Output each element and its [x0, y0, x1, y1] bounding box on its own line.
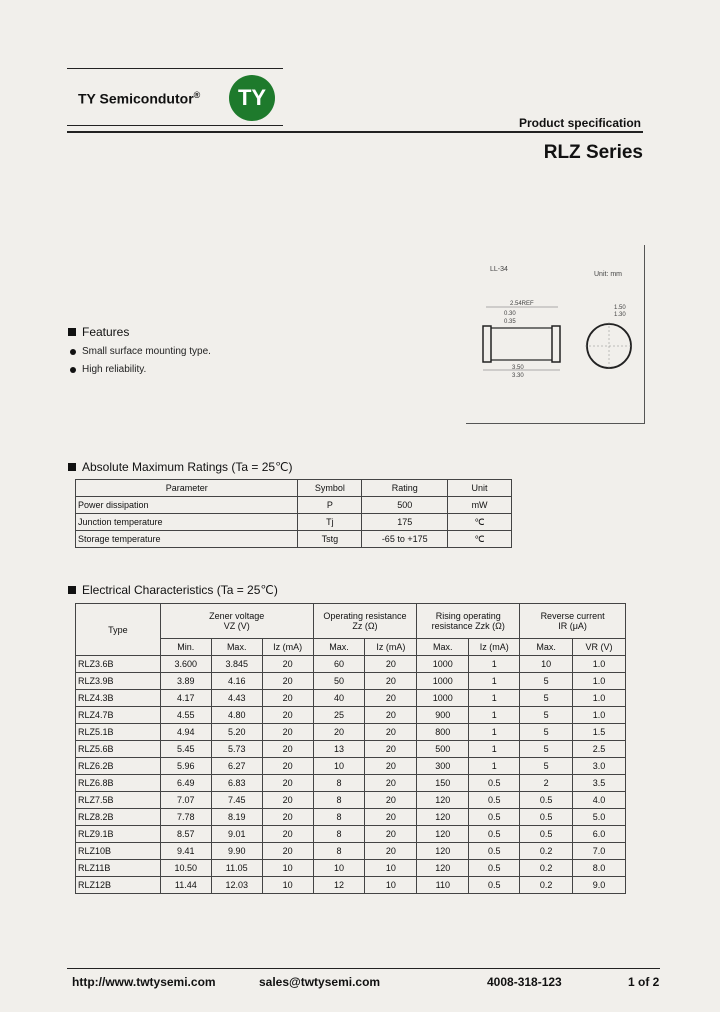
table-cell: 50	[313, 673, 365, 690]
table-cell: 20	[365, 775, 417, 792]
table-cell: 1000	[417, 690, 469, 707]
table-cell: Tstg	[298, 531, 362, 548]
company-logo: TY	[229, 75, 275, 121]
table-cell: 20	[365, 724, 417, 741]
table-cell: Storage temperature	[76, 531, 298, 548]
table-cell: 12	[313, 877, 365, 894]
table-cell: 5.20	[211, 724, 262, 741]
table-cell: 0.5	[520, 792, 573, 809]
package-name: LL-34	[490, 266, 508, 273]
table-header-row	[76, 604, 626, 639]
table-cell: Tj	[298, 514, 362, 531]
footer-email[interactable]: sales@twtysemi.com	[259, 975, 381, 989]
table-cell: 0.2	[520, 843, 573, 860]
table-row	[76, 741, 626, 758]
table-row	[76, 707, 626, 724]
feature-item: High reliability.	[70, 364, 146, 375]
table-cell: 0.2	[520, 877, 573, 894]
table-subheader: Iz (mA)	[262, 639, 313, 656]
table-cell: 10	[313, 860, 365, 877]
table-cell: 120	[417, 860, 469, 877]
table-cell: 4.17	[160, 690, 211, 707]
table-cell: 500	[417, 741, 469, 758]
table-cell: 20	[365, 826, 417, 843]
table-header: Rating	[362, 480, 448, 497]
table-cell: 20	[262, 741, 313, 758]
table-cell: mW	[448, 497, 512, 514]
table-cell: 3.845	[211, 656, 262, 673]
table-cell: 8	[313, 843, 365, 860]
table-cell: 9.01	[211, 826, 262, 843]
table-cell: 9.90	[211, 843, 262, 860]
table-cell: 0.5	[469, 775, 520, 792]
features-heading: Features	[68, 325, 129, 339]
header-rule-top	[67, 68, 283, 69]
dim-b1: 0.30	[504, 311, 516, 317]
table-cell: P	[298, 497, 362, 514]
table-cell: 20	[365, 809, 417, 826]
table-cell: 4.0	[573, 792, 626, 809]
abs-max-table	[75, 479, 512, 548]
feature-item: Small surface mounting type.	[70, 346, 211, 357]
type-cell: RLZ9.1B	[76, 826, 161, 843]
table-cell: 5.0	[573, 809, 626, 826]
diode-cap-left	[483, 326, 491, 362]
table-cell: 20	[365, 656, 417, 673]
company-name: TY Semicondutor®	[78, 90, 201, 107]
type-cell: RLZ6.8B	[76, 775, 161, 792]
table-cell: 0.5	[469, 860, 520, 877]
type-cell: RLZ3.9B	[76, 673, 161, 690]
table-cell: 60	[313, 656, 365, 673]
table-cell: 25	[313, 707, 365, 724]
table-subheader: Iz (mA)	[365, 639, 417, 656]
table-cell: 2.5	[573, 741, 626, 758]
table-row	[76, 843, 626, 860]
footer-url[interactable]: http://www.twtysemi.com	[72, 975, 216, 989]
bullet-dot-icon	[70, 349, 76, 355]
table-subheader: Min.	[160, 639, 211, 656]
table-cell: 20	[262, 775, 313, 792]
table-cell: 12.03	[211, 877, 262, 894]
table-cell: 150	[417, 775, 469, 792]
table-cell: 20	[262, 707, 313, 724]
type-cell: RLZ10B	[76, 843, 161, 860]
table-cell: 1	[469, 656, 520, 673]
table-cell: 300	[417, 758, 469, 775]
table-cell: 11.05	[211, 860, 262, 877]
table-cell: 20	[365, 690, 417, 707]
table-cell: 20	[262, 826, 313, 843]
section-bullet-icon	[68, 328, 76, 336]
table-row	[76, 673, 626, 690]
table-cell: 0.5	[469, 877, 520, 894]
table-cell: 10	[262, 860, 313, 877]
type-cell: RLZ11B	[76, 860, 161, 877]
table-cell: Power dissipation	[76, 497, 298, 514]
table-cell: 5.96	[160, 758, 211, 775]
table-cell: 0.5	[469, 826, 520, 843]
table-cell: 8	[313, 826, 365, 843]
type-cell: RLZ3.6B	[76, 656, 161, 673]
table-cell: 500	[362, 497, 448, 514]
table-cell: 5	[520, 758, 573, 775]
table-cell: 3.600	[160, 656, 211, 673]
table-cell: 3.5	[573, 775, 626, 792]
table-cell: 20	[262, 809, 313, 826]
table-cell: 10	[262, 877, 313, 894]
type-cell: RLZ12B	[76, 877, 161, 894]
table-cell: 0.5	[520, 826, 573, 843]
table-cell: 6.0	[573, 826, 626, 843]
abs-max-heading: Absolute Maximum Ratings (Ta = 25℃)	[68, 460, 293, 474]
package-outline-box	[466, 245, 645, 424]
table-cell: 120	[417, 809, 469, 826]
table-header: Zener voltage VZ (V)	[160, 604, 313, 639]
table-cell: 5	[520, 707, 573, 724]
table-cell: 8.19	[211, 809, 262, 826]
table-cell: 10.50	[160, 860, 211, 877]
table-cell: 5	[520, 741, 573, 758]
table-cell: 9.0	[573, 877, 626, 894]
table-cell: 20	[365, 843, 417, 860]
table-cell: 5	[520, 690, 573, 707]
table-cell: 1.0	[573, 673, 626, 690]
table-cell: 0.5	[469, 843, 520, 860]
table-cell: 10	[365, 860, 417, 877]
package-unit: Unit: mm	[594, 271, 622, 278]
table-subheader: Max.	[313, 639, 365, 656]
table-header: Unit	[448, 480, 512, 497]
table-cell: 8.0	[573, 860, 626, 877]
table-cell: ℃	[448, 514, 512, 531]
table-cell: 20	[262, 673, 313, 690]
table-cell: 4.80	[211, 707, 262, 724]
bullet-dot-icon	[70, 367, 76, 373]
table-cell: 4.55	[160, 707, 211, 724]
elec-char-table	[75, 603, 626, 894]
table-row	[76, 497, 512, 514]
table-cell: 1.0	[573, 707, 626, 724]
table-cell: 8.57	[160, 826, 211, 843]
table-cell: 1	[469, 690, 520, 707]
table-header: Symbol	[298, 480, 362, 497]
table-cell: 7.78	[160, 809, 211, 826]
table-cell: 9.41	[160, 843, 211, 860]
table-cell: 7.0	[573, 843, 626, 860]
table-cell: 20	[262, 843, 313, 860]
dim-b2: 0.35	[504, 319, 516, 325]
table-cell: 4.94	[160, 724, 211, 741]
table-cell: 1	[469, 673, 520, 690]
package-drawing	[466, 245, 644, 423]
table-cell: 1000	[417, 673, 469, 690]
table-cell: 120	[417, 826, 469, 843]
table-cell: 4.16	[211, 673, 262, 690]
section-bullet-icon	[68, 463, 76, 471]
table-row	[76, 690, 626, 707]
table-cell: 5	[520, 673, 573, 690]
table-row	[76, 809, 626, 826]
type-cell: RLZ5.1B	[76, 724, 161, 741]
type-cell: RLZ6.2B	[76, 758, 161, 775]
table-cell: 120	[417, 843, 469, 860]
series-title: RLZ Series	[543, 142, 643, 163]
table-cell: 3.89	[160, 673, 211, 690]
table-cell: 5.45	[160, 741, 211, 758]
table-cell: 6.83	[211, 775, 262, 792]
table-cell: 20	[365, 673, 417, 690]
type-cell: RLZ5.6B	[76, 741, 161, 758]
table-header: Operating resistance Zz (Ω)	[313, 604, 417, 639]
table-row	[76, 775, 626, 792]
table-header: Reverse current IR (μA)	[520, 604, 626, 639]
table-cell: 20	[262, 690, 313, 707]
table-cell: 1	[469, 741, 520, 758]
table-cell: 1.0	[573, 656, 626, 673]
table-subheader: Max.	[417, 639, 469, 656]
table-cell: 20	[313, 724, 365, 741]
table-cell: 0.5	[520, 809, 573, 826]
table-cell: 20	[365, 792, 417, 809]
section-bullet-icon	[68, 586, 76, 594]
table-subheader: Iz (mA)	[469, 639, 520, 656]
table-cell: 11.44	[160, 877, 211, 894]
table-subheader: Max.	[211, 639, 262, 656]
table-cell: 175	[362, 514, 448, 531]
table-cell: 10	[365, 877, 417, 894]
table-cell: 2	[520, 775, 573, 792]
dim-c1: 3.50	[512, 365, 524, 371]
table-cell: 13	[313, 741, 365, 758]
table-cell: 10	[520, 656, 573, 673]
table-cell: 7.07	[160, 792, 211, 809]
table-header: Parameter	[76, 480, 298, 497]
table-row	[76, 877, 626, 894]
table-cell: 8	[313, 775, 365, 792]
table-cell: 40	[313, 690, 365, 707]
table-cell: 8	[313, 792, 365, 809]
table-cell: 5.73	[211, 741, 262, 758]
footer-page-number: 1 of 2	[628, 975, 660, 989]
table-row	[76, 758, 626, 775]
type-cell: RLZ4.3B	[76, 690, 161, 707]
table-cell: 0.2	[520, 860, 573, 877]
table-cell: 7.45	[211, 792, 262, 809]
footer-rule	[67, 968, 660, 969]
diode-body	[486, 328, 558, 360]
type-cell: RLZ4.7B	[76, 707, 161, 724]
table-subheader: VR (V)	[573, 639, 626, 656]
table-cell: 0.5	[469, 809, 520, 826]
table-row	[76, 656, 626, 673]
table-cell: ℃	[448, 531, 512, 548]
table-cell: 20	[365, 707, 417, 724]
product-specification-label: Product specification	[518, 116, 641, 130]
type-cell: RLZ8.2B	[76, 809, 161, 826]
diode-cap-right	[552, 326, 560, 362]
table-cell: 800	[417, 724, 469, 741]
table-row	[76, 724, 626, 741]
table-cell: 6.27	[211, 758, 262, 775]
table-cell: 20	[262, 758, 313, 775]
table-cell: 6.49	[160, 775, 211, 792]
table-cell: 3.0	[573, 758, 626, 775]
table-cell: 8	[313, 809, 365, 826]
table-cell: -65 to +175	[362, 531, 448, 548]
table-cell: 10	[313, 758, 365, 775]
header-rule-short	[67, 125, 283, 126]
table-header-row	[76, 480, 512, 497]
table-cell: 1	[469, 758, 520, 775]
type-cell: RLZ7.5B	[76, 792, 161, 809]
table-cell: 120	[417, 792, 469, 809]
table-cell: 1.5	[573, 724, 626, 741]
table-cell: 1.0	[573, 690, 626, 707]
dim-a: 2.54REF	[510, 301, 534, 307]
table-subheader: Max.	[520, 639, 573, 656]
header-rule-long	[67, 131, 643, 133]
table-cell: 4.43	[211, 690, 262, 707]
table-cell: 110	[417, 877, 469, 894]
dim-c2: 3.30	[512, 373, 524, 379]
table-cell: 20	[365, 758, 417, 775]
table-cell: 900	[417, 707, 469, 724]
table-row	[76, 792, 626, 809]
table-cell: 20	[262, 792, 313, 809]
table-cell: 20	[262, 724, 313, 741]
table-cell: 1	[469, 707, 520, 724]
table-cell: 5	[520, 724, 573, 741]
table-row	[76, 826, 626, 843]
table-cell: 20	[365, 741, 417, 758]
table-cell: 1000	[417, 656, 469, 673]
footer-phone: 4008-318-123	[487, 975, 562, 989]
table-row	[76, 860, 626, 877]
table-cell: 0.5	[469, 792, 520, 809]
table-cell: Junction temperature	[76, 514, 298, 531]
table-row	[76, 514, 512, 531]
table-cell: 20	[262, 656, 313, 673]
elec-char-heading: Electrical Characteristics (Ta = 25℃)	[68, 583, 278, 597]
dim-d1: 1.50	[614, 305, 626, 311]
dim-d2: 1.30	[614, 312, 626, 318]
table-row	[76, 531, 512, 548]
table-header: Type	[76, 604, 161, 656]
table-cell: 1	[469, 724, 520, 741]
table-header: Rising operating resistance Zzk (Ω)	[417, 604, 520, 639]
